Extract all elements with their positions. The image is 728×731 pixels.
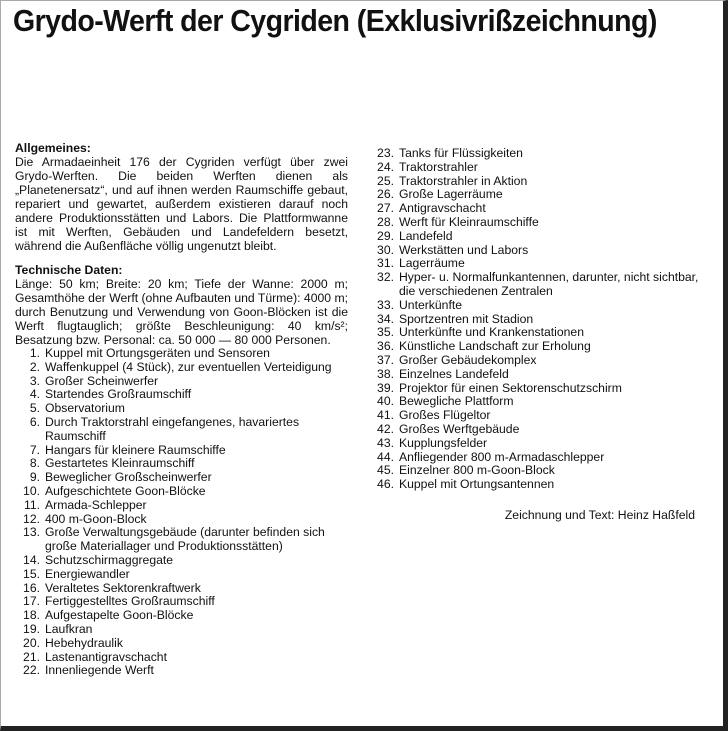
right-column (369, 147, 709, 492)
legend-item-text: Große Verwaltungsgebäude (darunter befinden sich große Materiallager und Produktionsstätten) (45, 525, 325, 554)
legend-item-text: Große Lagerräume (399, 187, 503, 202)
legend-item-text: Gestartetes Kleinraumschiff (45, 456, 195, 471)
legend-item (15, 595, 348, 609)
legend-item-number: 15. (23, 566, 40, 581)
legend-item-number: 14. (23, 552, 40, 567)
legend-item (15, 361, 348, 375)
legend-item-number: 41. (377, 408, 394, 423)
credit-line: Zeichnung und Text: Heinz Haßfeld (504, 508, 695, 522)
legend-item-number: 13. (23, 525, 40, 540)
legend-item (15, 444, 348, 458)
legend-item-text: Armada-Schlepper (45, 497, 147, 512)
legend-item (369, 244, 709, 258)
legend-item-number: 3. (29, 373, 40, 388)
legend-item (369, 478, 709, 492)
legend-item (369, 216, 709, 230)
legend-item (369, 202, 709, 216)
legend-item-number: 33. (377, 297, 394, 312)
legend-item-number: 8. (29, 456, 40, 471)
legend-item (369, 175, 709, 189)
left-column (15, 141, 348, 678)
page-title: Grydo-Werft der Cygriden (Exklusivrißzeichnung) (13, 3, 657, 38)
legend-item (15, 347, 348, 361)
legend-item (369, 354, 709, 368)
legend-item-text: Werft für Kleinraumschiffe (399, 214, 539, 229)
legend-item (15, 609, 348, 623)
legend-item-number: 40. (377, 394, 394, 409)
legend-item-number: 4. (29, 387, 40, 402)
legend-item-number: 9. (29, 470, 40, 485)
legend-item-text: Hyper- u. Normalfunkantennen, darunter, nicht sichtbar, die verschiedenen Zentralen (399, 270, 699, 298)
legend-item-number: 24. (377, 159, 394, 174)
legend-item-number: 39. (377, 380, 394, 395)
legend-item-number: 37. (377, 352, 394, 367)
legend-item-number: 38. (377, 366, 394, 381)
legend-item-text: Laufkran (45, 621, 93, 636)
legend-item-text: Fertiggestelltes Großraumschiff (45, 594, 215, 609)
legend-item-text: Bewegliche Plattform (399, 394, 514, 409)
legend-item-number: 25. (377, 173, 394, 188)
legend-item (369, 188, 709, 202)
legend-item-text: Waffenkuppel (4 Stück), zur eventuellen Verteidigung (45, 359, 332, 374)
legend-item-number: 20. (23, 635, 40, 650)
legend-item-text: Beweglicher Großscheinwerfer (45, 470, 212, 485)
legend-item-number: 43. (377, 435, 394, 450)
legend-item (369, 464, 709, 478)
legend-item (15, 554, 348, 568)
legend-item-number: 27. (377, 201, 394, 216)
legend-item (15, 568, 348, 582)
legend-item-text: Tanks für Flüssigkeiten (399, 146, 523, 160)
legend-item (15, 375, 348, 389)
legend-item-text: Antigravschacht (399, 201, 486, 216)
legend-item-number: 29. (377, 228, 394, 243)
legend-item-number: 12. (23, 511, 40, 526)
legend-item-text: Lastenantigravschacht (45, 649, 167, 664)
legend-list-left (15, 347, 348, 678)
legend-item-text: Werkstätten und Labors (399, 242, 529, 257)
legend-item-number: 19. (23, 621, 40, 636)
legend-item-number: 18. (23, 608, 40, 623)
legend-item-number: 31. (377, 256, 394, 271)
legend-item (15, 664, 348, 678)
legend-item (369, 368, 709, 382)
legend-item (369, 257, 709, 271)
legend-item (15, 526, 348, 554)
legend-item-text: Traktorstrahler in Aktion (399, 173, 528, 188)
legend-item-number: 42. (377, 421, 394, 436)
general-heading: Allgemeines: (15, 141, 91, 155)
legend-item (369, 437, 709, 451)
legend-item-number: 32. (377, 270, 394, 285)
legend-item-number: 44. (377, 449, 394, 464)
legend-item-number: 2. (29, 359, 40, 374)
legend-item-text: 400 m-Goon-Block (45, 511, 147, 526)
legend-item-text: Unterkünfte und Krankenstationen (399, 325, 584, 340)
legend-item-text: Kupplungsfelder (399, 435, 488, 450)
legend-item-number: 35. (377, 325, 394, 340)
legend-item-text: Sportzentren mit Stadion (399, 311, 534, 326)
legend-item-text: Hebehydraulik (45, 635, 123, 650)
legend-item (15, 582, 348, 596)
legend-item (369, 271, 709, 299)
general-text: Die Armadaeinheit 176 der Cygriden verfügt über zwei Grydo-Werften. Die beiden Werften dienen als „Planetenersatz“, und auf ihnen werden Raumschiffe gebaut, repariert und gewartet, außerdem existieren darauf noch andere Produktionsstätten und Labors. Die Plattformwanne ist mit Werften, Gebäuden und Landefeldern besetzt, während die Außenfläche völlig ungenutzt bleibt. (15, 155, 348, 253)
legend-item-number: 1. (29, 346, 40, 360)
legend-item (369, 382, 709, 396)
legend-item-number: 34. (377, 311, 394, 326)
legend-item-text: Veraltetes Sektorenkraftwerk (45, 580, 201, 595)
legend-item (15, 485, 348, 499)
legend-item-number: 30. (377, 242, 394, 257)
legend-item (369, 161, 709, 175)
legend-item-number: 28. (377, 214, 394, 229)
legend-item-text: Großes Werftgebäude (399, 421, 520, 436)
legend-item-text: Projektor für einen Sektorenschutzschirm (399, 380, 622, 395)
legend-item-text: Einzelner 800 m-Goon-Block (399, 463, 555, 478)
legend-item-number: 46. (377, 477, 394, 492)
legend-item-number: 23. (377, 146, 394, 160)
legend-item-number: 6. (29, 414, 40, 429)
legend-item-number: 21. (23, 649, 40, 664)
legend-item (369, 326, 709, 340)
legend-item-text: Innenliegende Werft (45, 663, 154, 678)
legend-item (15, 416, 348, 444)
legend-item (369, 395, 709, 409)
legend-item-text: Kuppel mit Ortungsgeräten und Sensoren (45, 346, 270, 360)
legend-item (15, 471, 348, 485)
legend-item-number: 11. (23, 497, 40, 512)
legend-item (369, 230, 709, 244)
legend-item-number: 45. (377, 463, 394, 478)
technical-heading: Technische Daten: (15, 263, 123, 277)
legend-item-text: Unterkünfte (399, 297, 463, 312)
legend-item (369, 409, 709, 423)
legend-item-text: Großes Flügeltor (399, 408, 491, 423)
legend-item-number: 7. (29, 442, 40, 457)
legend-item-text: Startendes Großraumschiff (45, 387, 192, 402)
legend-item (15, 651, 348, 665)
legend-item (369, 423, 709, 437)
legend-item (15, 623, 348, 637)
legend-item-text: Traktorstrahler (399, 159, 478, 174)
legend-item-text: Einzelnes Landefeld (399, 366, 509, 381)
legend-item-text: Großer Scheinwerfer (45, 373, 159, 388)
legend-item (369, 451, 709, 465)
legend-item-text: Aufgestapelte Goon-Blöcke (45, 608, 194, 623)
legend-item (15, 457, 348, 471)
legend-item-text: Observatorium (45, 401, 125, 416)
legend-item-text: Hangars für kleinere Raumschiffe (45, 442, 226, 457)
legend-item (15, 499, 348, 513)
legend-item-text: Durch Traktorstrahl eingefangenes, havariertes Raumschiff (45, 414, 300, 443)
legend-item (369, 313, 709, 327)
technical-text: Länge: 50 km; Breite: 20 km; Tiefe der Wanne: 2000 m; Gesamthöhe der Werft (ohne Aufbauten und Türme): 4000 m; durch Benutzung und Verwendung von Goon-Blöcken ist die Werft flugtauglich; größte Beschleunigung: 40 km/s²; Besatzung bzw. Personal: ca. 50 000 — 80 000 Personen. (15, 277, 348, 347)
legend-item-text: Kuppel mit Ortungsantennen (399, 477, 555, 492)
legend-item (369, 299, 709, 313)
legend-item-number: 10. (23, 483, 40, 498)
legend-item-text: Schutzschirmaggregate (45, 552, 174, 567)
legend-item (15, 388, 348, 402)
legend-item-text: Landefeld (399, 228, 453, 243)
legend-item (369, 340, 709, 354)
legend-item-text: Großer Gebäudekomplex (399, 352, 537, 367)
legend-list-right (369, 147, 709, 492)
legend-item (369, 147, 709, 161)
legend-item (15, 402, 348, 416)
legend-item-number: 16. (23, 580, 40, 595)
legend-item (15, 637, 348, 651)
legend-item-text: Künstliche Landschaft zur Erholung (399, 339, 591, 354)
legend-item-number: 17. (23, 594, 40, 609)
legend-item-text: Energiewandler (45, 566, 130, 581)
legend-item-number: 36. (377, 339, 394, 354)
legend-item-number: 26. (377, 187, 394, 202)
legend-item-text: Lagerräume (399, 256, 465, 271)
legend-item-number: 5. (29, 401, 40, 416)
legend-item-text: Anfliegender 800 m-Armadaschlepper (399, 449, 605, 464)
legend-item-text: Aufgeschichtete Goon-Blöcke (45, 483, 206, 498)
legend-item (15, 513, 348, 527)
legend-item-number: 22. (23, 663, 40, 678)
